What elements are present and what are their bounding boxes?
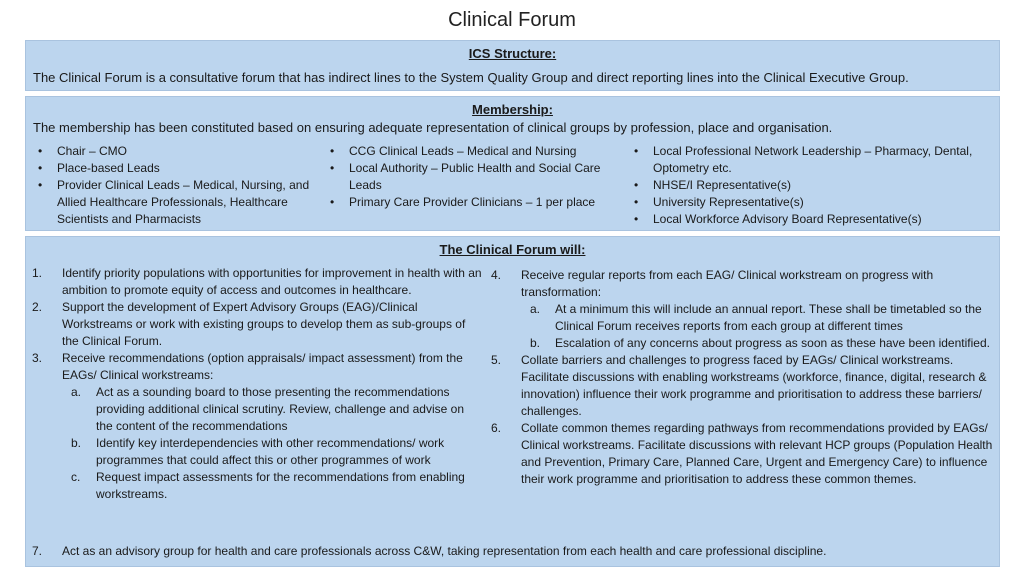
forum-list-bottom xyxy=(26,543,996,560)
sub-item-letter: b. xyxy=(71,436,82,450)
forum-list-left xyxy=(26,265,482,503)
list-item xyxy=(26,265,482,299)
sub-item-text: Identify key interdependencies with other recommendations/ work programmes that could affect this or other programmes of work xyxy=(96,436,445,467)
membership-text: The membership has been constituted based on ensuring adequate representation of clinical groups by profession, place and organisation. xyxy=(33,120,833,135)
item-text: Act as an advisory group for health and care professionals across C&W, taking representation from each health and care professional discipline. xyxy=(62,544,827,558)
sub-list-item xyxy=(26,384,482,435)
item-number: 7. xyxy=(32,544,43,558)
list-item: • Primary Care Provider Clinicians – 1 per place xyxy=(325,194,620,211)
item-number: 2. xyxy=(32,300,43,314)
list-item: • Provider Clinical Leads – Medical, Nursing, and Allied Healthcare Professionals, Healthcare Scientists and Pharmacists xyxy=(33,177,323,228)
sub-item-letter: a. xyxy=(71,385,82,399)
membership-list-col2 xyxy=(325,143,620,211)
sub-item-text: Escalation of any concerns about progress as soon as these have been identified. xyxy=(555,336,990,350)
forum-list-right xyxy=(485,267,995,488)
list-item: • Local Authority – Public Health and Social Care Leads xyxy=(325,160,620,194)
list-item: • CCG Clinical Leads – Medical and Nursing xyxy=(325,143,620,160)
sub-item-text: Act as a sounding board to those presenting the recommendations providing additional clinical scrutiny. Review, challenge and advise on the content of the recommendations xyxy=(96,385,464,433)
page-title: Clinical Forum xyxy=(448,9,576,31)
list-item xyxy=(26,350,482,384)
item-number: 3. xyxy=(32,351,43,365)
forum-heading: The Clinical Forum will: xyxy=(439,242,586,257)
list-item: • University Representative(s) xyxy=(629,194,997,211)
ics-heading: ICS Structure: xyxy=(468,46,557,61)
sub-list-item xyxy=(26,435,482,469)
item-text: Support the development of Expert Advisory Groups (EAG)/Clinical Workstreams or work with existing groups to develop them as sub-groups of the Clinical Forum. xyxy=(62,300,466,348)
sub-item-letter: a. xyxy=(530,302,541,316)
membership-list-col1 xyxy=(33,143,323,228)
ics-text: The Clinical Forum is a consultative forum that has indirect lines to the System Quality Group and direct reporting lines into the Clinical Executive Group. xyxy=(33,70,909,85)
sub-item-letter: b. xyxy=(530,336,541,350)
sub-item-text: At a minimum this will include an annual report. These shall be timetabled so the Clinical Forum receives reports from each group at different times xyxy=(555,302,982,333)
ics-structure-panel xyxy=(25,40,1000,91)
list-item: • Chair – CMO xyxy=(33,143,323,160)
list-item: • Local Workforce Advisory Board Representative(s) xyxy=(629,211,997,228)
membership-panel xyxy=(25,96,1000,231)
forum-duties-panel xyxy=(25,236,1000,567)
sub-item-text: Request impact assessments for the recommendations from enabling workstreams. xyxy=(96,470,465,501)
item-text: Collate barriers and challenges to progress faced by EAGs/ Clinical workstreams. Facilitate discussions with enabling workstreams (workforce, finance, digital, research & innovation) influence their work programme and prioritisation to address these barriers/ challenges. xyxy=(521,353,987,418)
membership-list-col3 xyxy=(629,143,997,228)
sub-list-item xyxy=(485,301,995,335)
list-item: • Place-based Leads xyxy=(33,160,323,177)
item-text: Receive regular reports from each EAG/ Clinical workstream on progress with transformation: xyxy=(521,268,934,299)
list-item xyxy=(485,267,995,301)
membership-heading: Membership: xyxy=(472,102,553,117)
list-item xyxy=(485,420,995,488)
item-text: Receive recommendations (option appraisals/ impact assessment) from the EAGs/ Clinical workstreams: xyxy=(62,351,463,382)
item-number: 6. xyxy=(491,421,502,435)
item-number: 5. xyxy=(491,353,502,367)
list-item: • NHSE/I Representative(s) xyxy=(629,177,997,194)
item-text: Identify priority populations with opportunities for improvement in health with an ambition to promote equity of access and outcomes in healthcare. xyxy=(62,266,482,297)
list-item xyxy=(26,299,482,350)
item-text: Collate common themes regarding pathways from recommendations provided by EAGs/ Clinical workstreams. Facilitate discussions with relevant HCP groups (Population Health and Prevention, Primary Care, Planned Care, Urgent and Emergency Care) to influence their work programme and prioritisation to address these common themes. xyxy=(521,421,993,486)
sub-item-letter: c. xyxy=(71,470,81,484)
item-number: 1. xyxy=(32,266,43,280)
list-item xyxy=(485,352,995,420)
sub-list-item xyxy=(485,335,995,352)
list-item xyxy=(26,543,996,560)
item-number: 4. xyxy=(491,268,502,282)
list-item: • Local Professional Network Leadership – Pharmacy, Dental, Optometry etc. xyxy=(629,143,997,177)
sub-list-item xyxy=(26,469,482,503)
